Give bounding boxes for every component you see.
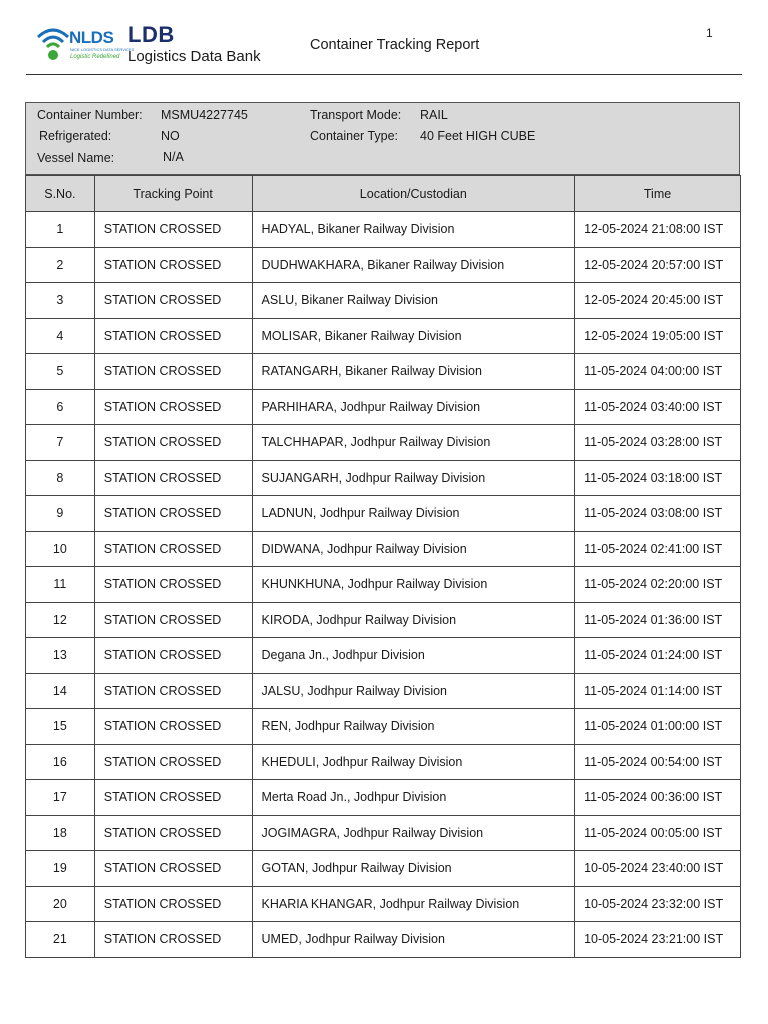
- cell-time: 12-05-2024 19:05:00 IST: [575, 318, 741, 354]
- cell-tracking-point: STATION CROSSED: [94, 780, 252, 816]
- refrigerated-value: NO: [161, 129, 180, 143]
- cell-time: 11-05-2024 03:28:00 IST: [575, 425, 741, 461]
- cell-tracking-point: STATION CROSSED: [94, 673, 252, 709]
- cell-time: 10-05-2024 23:32:00 IST: [575, 886, 741, 922]
- nlds-tagline: NICE LOGISTICS DATA SERVICES: [70, 47, 135, 52]
- cell-tracking-point: STATION CROSSED: [94, 531, 252, 567]
- tracking-table-body: [26, 212, 741, 958]
- cell-sno: 13: [26, 638, 95, 674]
- cell-sno: 19: [26, 851, 95, 887]
- cell-tracking-point: STATION CROSSED: [94, 247, 252, 283]
- container-number-value: MSMU4227745: [161, 108, 248, 122]
- table-row: [26, 460, 741, 496]
- cell-location: MOLISAR, Bikaner Railway Division: [252, 318, 575, 354]
- vessel-name-value: N/A: [163, 150, 184, 164]
- cell-time: 11-05-2024 03:40:00 IST: [575, 389, 741, 425]
- cell-time: 11-05-2024 00:36:00 IST: [575, 780, 741, 816]
- cell-location: ASLU, Bikaner Railway Division: [252, 283, 575, 319]
- cell-location: HADYAL, Bikaner Railway Division: [252, 212, 575, 248]
- table-row: [26, 602, 741, 638]
- cell-tracking-point: STATION CROSSED: [94, 425, 252, 461]
- cell-sno: 11: [26, 567, 95, 603]
- cell-tracking-point: STATION CROSSED: [94, 389, 252, 425]
- cell-location: KHEDULI, Jodhpur Railway Division: [252, 744, 575, 780]
- table-row: [26, 318, 741, 354]
- cell-time: 12-05-2024 20:57:00 IST: [575, 247, 741, 283]
- cell-location: REN, Jodhpur Railway Division: [252, 709, 575, 745]
- cell-sno: 16: [26, 744, 95, 780]
- vessel-name-label: Vessel Name:: [37, 151, 115, 165]
- refrigerated-label: Refrigerated:: [39, 129, 112, 143]
- cell-sno: 5: [26, 354, 95, 390]
- cell-location: Degana Jn., Jodhpur Division: [252, 638, 575, 674]
- cell-time: 10-05-2024 23:40:00 IST: [575, 851, 741, 887]
- cell-time: 11-05-2024 00:54:00 IST: [575, 744, 741, 780]
- cell-sno: 2: [26, 247, 95, 283]
- cell-tracking-point: STATION CROSSED: [94, 922, 252, 958]
- cell-time: 11-05-2024 01:36:00 IST: [575, 602, 741, 638]
- cell-sno: 21: [26, 922, 95, 958]
- table-row: [26, 496, 741, 532]
- report-header: [36, 22, 736, 72]
- table-row: [26, 780, 741, 816]
- cell-tracking-point: STATION CROSSED: [94, 851, 252, 887]
- cell-tracking-point: STATION CROSSED: [94, 815, 252, 851]
- cell-location: SUJANGARH, Jodhpur Railway Division: [252, 460, 575, 496]
- cell-sno: 8: [26, 460, 95, 496]
- cell-time: 10-05-2024 23:21:00 IST: [575, 922, 741, 958]
- cell-tracking-point: STATION CROSSED: [94, 567, 252, 603]
- cell-sno: 12: [26, 602, 95, 638]
- cell-location: KHARIA KHANGAR, Jodhpur Railway Division: [252, 886, 575, 922]
- tracking-table: [25, 175, 741, 958]
- table-row: [26, 425, 741, 461]
- cell-sno: 17: [26, 780, 95, 816]
- table-row: [26, 815, 741, 851]
- ldb-logo: [128, 22, 261, 65]
- cell-time: 11-05-2024 02:20:00 IST: [575, 567, 741, 603]
- table-row: [26, 886, 741, 922]
- cell-time: 11-05-2024 01:14:00 IST: [575, 673, 741, 709]
- cell-tracking-point: STATION CROSSED: [94, 460, 252, 496]
- cell-location: KIRODA, Jodhpur Railway Division: [252, 602, 575, 638]
- table-row: [26, 354, 741, 390]
- cell-location: UMED, Jodhpur Railway Division: [252, 922, 575, 958]
- table-row: [26, 531, 741, 567]
- container-info-panel: [25, 102, 740, 175]
- wifi-signal-icon: [36, 24, 70, 64]
- cell-location: Merta Road Jn., Jodhpur Division: [252, 780, 575, 816]
- cell-time: 11-05-2024 02:41:00 IST: [575, 531, 741, 567]
- header-divider: [26, 74, 742, 75]
- cell-tracking-point: STATION CROSSED: [94, 354, 252, 390]
- column-header-time: Time: [575, 176, 741, 212]
- nlds-logo: [36, 24, 135, 66]
- cell-time: 11-05-2024 01:00:00 IST: [575, 709, 741, 745]
- cell-location: GOTAN, Jodhpur Railway Division: [252, 851, 575, 887]
- cell-sno: 20: [26, 886, 95, 922]
- cell-sno: 9: [26, 496, 95, 532]
- page-number: 1: [706, 26, 713, 40]
- column-header-sno: S.No.: [26, 176, 95, 212]
- cell-sno: 7: [26, 425, 95, 461]
- nlds-name: NLDS: [69, 28, 114, 47]
- cell-tracking-point: STATION CROSSED: [94, 318, 252, 354]
- ldb-subtitle: Logistics Data Bank: [128, 48, 261, 65]
- transport-mode-value: RAIL: [420, 108, 448, 122]
- cell-sno: 1: [26, 212, 95, 248]
- cell-location: RATANGARH, Bikaner Railway Division: [252, 354, 575, 390]
- table-row: [26, 638, 741, 674]
- table-row: [26, 567, 741, 603]
- ldb-name: LDB: [128, 22, 175, 47]
- cell-location: JALSU, Jodhpur Railway Division: [252, 673, 575, 709]
- table-row: [26, 851, 741, 887]
- column-header-location: Location/Custodian: [252, 176, 575, 212]
- cell-location: KHUNKHUNA, Jodhpur Railway Division: [252, 567, 575, 603]
- cell-tracking-point: STATION CROSSED: [94, 283, 252, 319]
- cell-sno: 6: [26, 389, 95, 425]
- cell-location: JOGIMAGRA, Jodhpur Railway Division: [252, 815, 575, 851]
- cell-tracking-point: STATION CROSSED: [94, 744, 252, 780]
- table-row: [26, 709, 741, 745]
- report-title: Container Tracking Report: [310, 37, 480, 53]
- cell-time: 11-05-2024 03:18:00 IST: [575, 460, 741, 496]
- table-row: [26, 247, 741, 283]
- cell-tracking-point: STATION CROSSED: [94, 709, 252, 745]
- nlds-slogan: Logistic Redefined: [70, 54, 120, 60]
- container-type-value: 40 Feet HIGH CUBE: [420, 129, 536, 143]
- cell-time: 12-05-2024 21:08:00 IST: [575, 212, 741, 248]
- cell-time: 11-05-2024 00:05:00 IST: [575, 815, 741, 851]
- table-row: [26, 212, 741, 248]
- container-type-label: Container Type:: [310, 129, 399, 143]
- cell-sno: 18: [26, 815, 95, 851]
- cell-tracking-point: STATION CROSSED: [94, 496, 252, 532]
- table-header-row: [26, 176, 741, 212]
- cell-tracking-point: STATION CROSSED: [94, 212, 252, 248]
- cell-time: 11-05-2024 03:08:00 IST: [575, 496, 741, 532]
- table-row: [26, 922, 741, 958]
- cell-sno: 14: [26, 673, 95, 709]
- cell-location: PARHIHARA, Jodhpur Railway Division: [252, 389, 575, 425]
- cell-location: LADNUN, Jodhpur Railway Division: [252, 496, 575, 532]
- cell-sno: 15: [26, 709, 95, 745]
- cell-tracking-point: STATION CROSSED: [94, 602, 252, 638]
- cell-location: DIDWANA, Jodhpur Railway Division: [252, 531, 575, 567]
- table-row: [26, 744, 741, 780]
- cell-time: 12-05-2024 20:45:00 IST: [575, 283, 741, 319]
- cell-time: 11-05-2024 01:24:00 IST: [575, 638, 741, 674]
- cell-sno: 3: [26, 283, 95, 319]
- transport-mode-label: Transport Mode:: [310, 108, 402, 122]
- cell-sno: 4: [26, 318, 95, 354]
- cell-sno: 10: [26, 531, 95, 567]
- table-row: [26, 389, 741, 425]
- cell-location: DUDHWAKHARA, Bikaner Railway Division: [252, 247, 575, 283]
- container-number-label: Container Number:: [37, 108, 143, 122]
- cell-tracking-point: STATION CROSSED: [94, 886, 252, 922]
- cell-location: TALCHHAPAR, Jodhpur Railway Division: [252, 425, 575, 461]
- table-row: [26, 283, 741, 319]
- table-row: [26, 673, 741, 709]
- cell-time: 11-05-2024 04:00:00 IST: [575, 354, 741, 390]
- column-header-tracking-point: Tracking Point: [94, 176, 252, 212]
- cell-tracking-point: STATION CROSSED: [94, 638, 252, 674]
